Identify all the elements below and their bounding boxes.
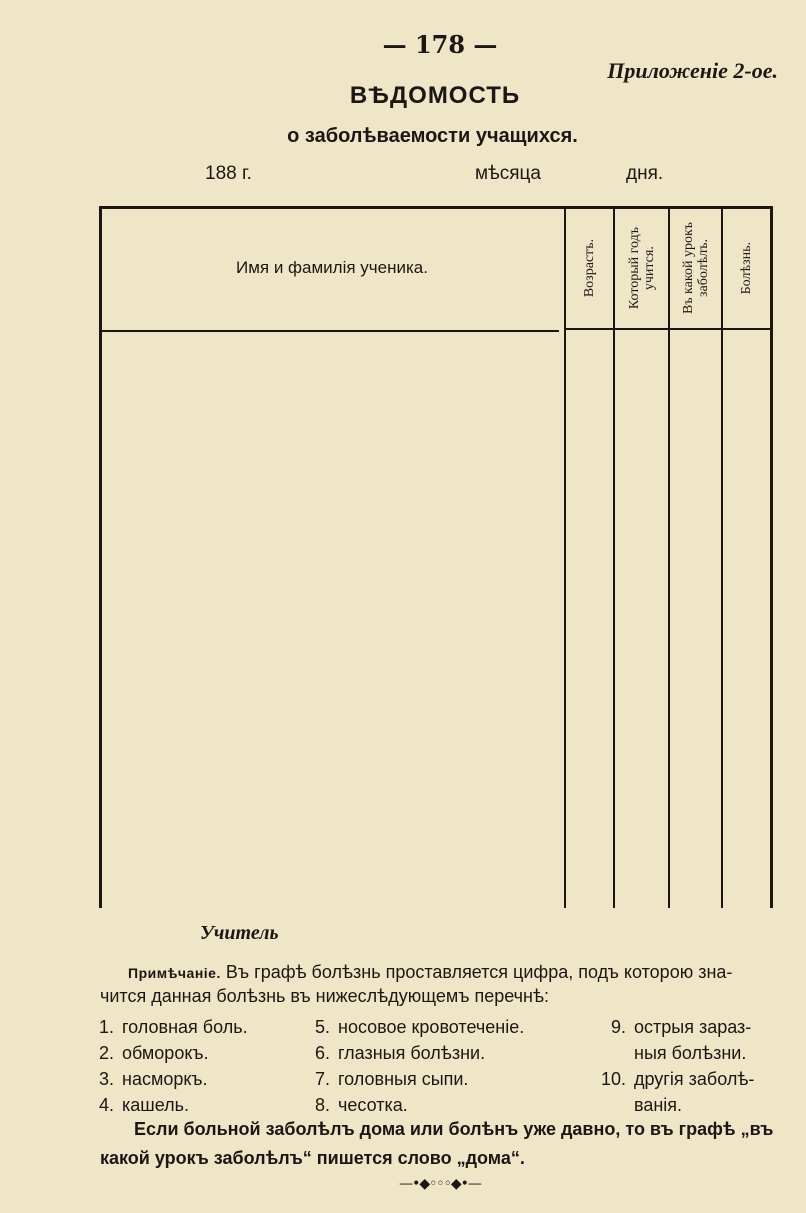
col-header-name: Имя и фамилія ученика.: [236, 258, 428, 277]
final-note-line2: какой урокъ заболѣлъ“ пишется слово „дома“.: [100, 1148, 525, 1168]
appendix-label: Приложенiе 2-ое.: [607, 58, 778, 83]
date-year-field: 188 г.: [205, 163, 252, 184]
note-label: Примѣчаніе.: [128, 965, 221, 981]
list-item: ныя болѣзни.: [634, 1043, 747, 1063]
col-header-lesson: [681, 222, 711, 314]
document-subtitle: о заболѣваемости учащихся.: [287, 125, 578, 147]
list-item: 8. чесотка.: [314, 1095, 408, 1115]
date-month-field: мѣсяца: [475, 163, 541, 184]
col-header-illness: Болѣзнь.: [739, 241, 754, 295]
col-header-age-cell: [565, 206, 613, 330]
page-number: — 178 —: [382, 30, 498, 59]
note-text: Въ графѣ болѣзнь проставляется цифра, подъ которою зна-: [225, 962, 733, 982]
illness-table: [99, 206, 772, 908]
col-header-lesson-cell: [670, 206, 721, 330]
date-day-field: дня.: [626, 163, 664, 184]
table-right-border: [770, 206, 773, 908]
final-note-line1: Если больной заболѣлъ дома или болѣнъ уже давно, то въ графѣ „въ: [134, 1119, 774, 1139]
ornament-divider: —•◆◦◦◦◆•—: [399, 1176, 481, 1192]
list-item: 9. острыя зараз-: [610, 1017, 752, 1037]
list-item: 5. носовое кровотеченіе.: [314, 1017, 525, 1037]
col-header-illness-cell: [723, 206, 770, 330]
col-header-lesson-line1: Въ какой урокъ: [680, 221, 696, 314]
header-divider: [99, 330, 559, 332]
list-item: 6. глазныя болѣзни.: [314, 1043, 486, 1063]
col-header-age: Возрастъ.: [581, 238, 597, 298]
col-header-year-cell: [615, 206, 668, 330]
document-title: ВѢДОМОСТЬ: [349, 82, 521, 109]
teacher-signature-label: Учитель: [200, 922, 279, 944]
list-item: 3. насморкъ.: [98, 1069, 208, 1089]
col-header-year-line2: учится.: [641, 246, 657, 290]
list-item: ванія.: [634, 1095, 683, 1115]
list-item: 2. обморокъ.: [98, 1043, 209, 1063]
list-item: 4. кашель.: [98, 1095, 190, 1115]
col-header-lesson-line2: заболѣлъ.: [695, 239, 711, 297]
note-line2: чится данная болѣзнь въ нижеслѣдующемъ перечнѣ:: [100, 986, 549, 1006]
list-item: 1. головная боль.: [98, 1017, 248, 1037]
col-header-year-line1: Который годъ: [626, 226, 642, 310]
list-item: 10. другія заболѣ-: [600, 1069, 755, 1089]
col-header-year: [627, 227, 657, 309]
note-line1: [128, 958, 778, 987]
list-item: 7. головныя сыпи.: [314, 1069, 469, 1089]
